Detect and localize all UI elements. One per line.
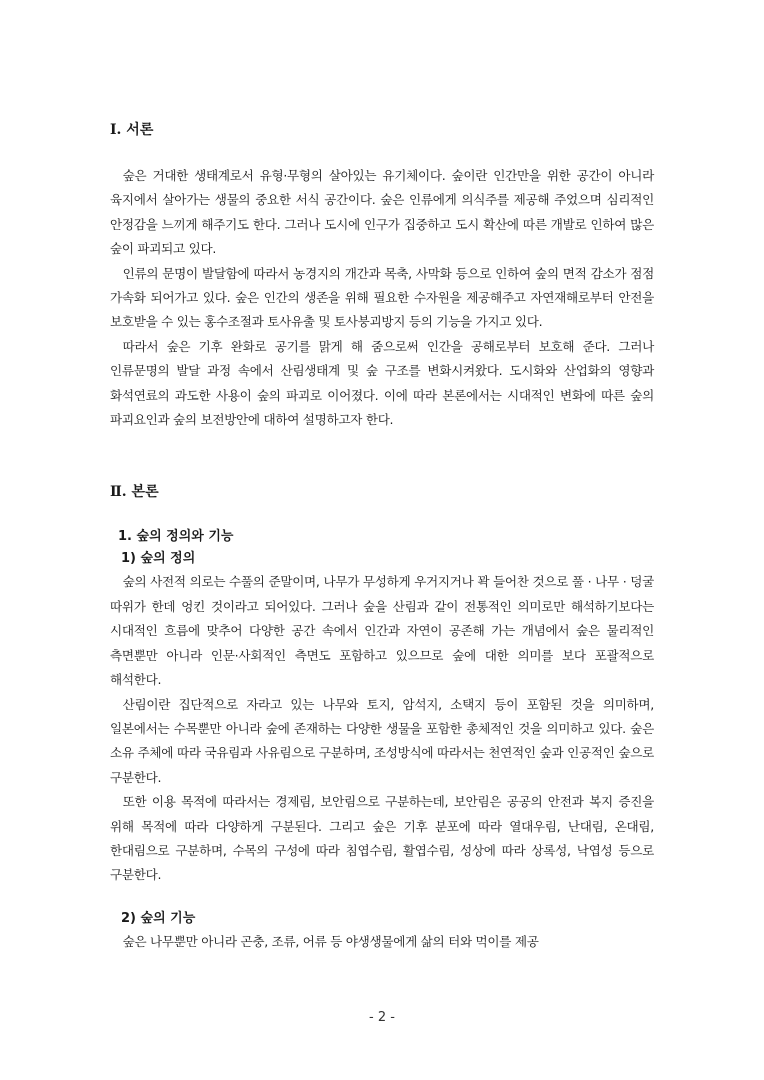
subsection-function-title: 2) 숲의 기능: [121, 910, 196, 926]
subsection-definition-title: 1) 숲의 정의: [121, 551, 196, 567]
body-heading: Ⅱ. 본론: [110, 484, 159, 501]
intro-paragraph-1: 숲은 거대한 생태계로서 유형·무형의 살아있는 유기체이다. 숲이란 인간만을 위한 공간이 아니라 육지에서 살아가는 생물의 중요한 서식 공간이다. 숲은 인류에게 의식주를 제공해 주었으며 심리적인 안정감을 느끼게 해주기도 한다. 그러나 도시에 인구가 집중하고 도시 확산에 따른 개발로 인하여 많은 숲이 파괴되고 있다.: [110, 168, 654, 257]
intro-paragraph-3: 따라서 숲은 기후 완화로 공기를 맑게 해 줌으로써 인간을 공해로부터 보호해 준다. 그러나 인류문명의 발달 과정 속에서 산림생태계 및 숲 구조를 변화시켜왔다. 도시화와 산업화의 영향과 화석연료의 과도한 사용이 숲의 파괴로 이어졌다. 이에 따라 본론에서는 시대적인 변화에 따른 숲의 파괴요인과 숲의 보전방안에 대하여 설명하고자 한다.: [110, 338, 654, 428]
definition-paragraph-2: 산림이란 집단적으로 자라고 있는 나무와 토지, 암석지, 소택지 등이 포함된 것을 의미하며, 일본에서는 수목뿐만 아니라 숲에 존재하는 다양한 생물을 포함한 총체적인 것을 의미하고 있다. 숲은 소유 주체에 따라 국유림과 사유림으로 구분하며, 조성방식에 따라서는 천연적인 숲과 인공적인 숲으로 구분한다.: [110, 696, 654, 785]
definition-paragraph-1: 숲의 사전적 의로는 수풀의 준말이며, 나무가 무성하게 우거지거나 꽉 들어찬 것으로 풀 · 나무 · 덩굴 따위가 한데 엉킨 것이라고 되어있다. 그러나 숲을 산림과 같이 전통적인 의미로만 해석하기보다는 시대적인 흐름에 맞추어 다양한 공간 속에서 인간과 자연이 공존해 가는 개념에서 숲은 물리적인 측면뿐만 아니라 인문·사회적인 측면도 포함하고 있으므로 숲에 대한 의미를 보다 포괄적으로 해석한다.: [110, 574, 654, 688]
intro-paragraph-2: 인류의 문명이 발달함에 따라서 농경지의 개간과 목축, 사막화 등으로 인하여 숲의 면적 감소가 점점 가속화 되어가고 있다. 숲은 인간의 생존을 위해 필요한 수자원을 제공해주고 자연재해로부터 안전을 보호받을 수 있는 홍수조절과 토사유출 및 토사붕괴방지 등의 기능을 가지고 있다.: [110, 265, 654, 330]
document-content: [110, 120, 654, 954]
definition-paragraph-3: 또한 이용 목적에 따라서는 경제림, 보안림으로 구분하는데, 보안림은 공공의 안전과 복지 증진을 위해 목적에 따라 다양하게 구분된다. 그리고 숲은 기후 분포에 따라 열대우림, 난대림, 온대림, 한대림으로 구분하며, 수목의 구성에 따라 침엽수림, 활엽수림, 성상에 따라 상록성, 낙엽성 등으로 구분한다.: [110, 794, 654, 883]
page-number: - 2 -: [369, 1010, 395, 1025]
intro-heading: Ⅰ. 서론: [110, 122, 154, 138]
function-paragraph-1: 숲은 나무뿐만 아니라 곤충, 조류, 어류 등 야생생물에게 삶의 터와 먹이를 제공: [122, 933, 539, 949]
section-title: 1. 숲의 정의와 기능: [118, 529, 234, 545]
